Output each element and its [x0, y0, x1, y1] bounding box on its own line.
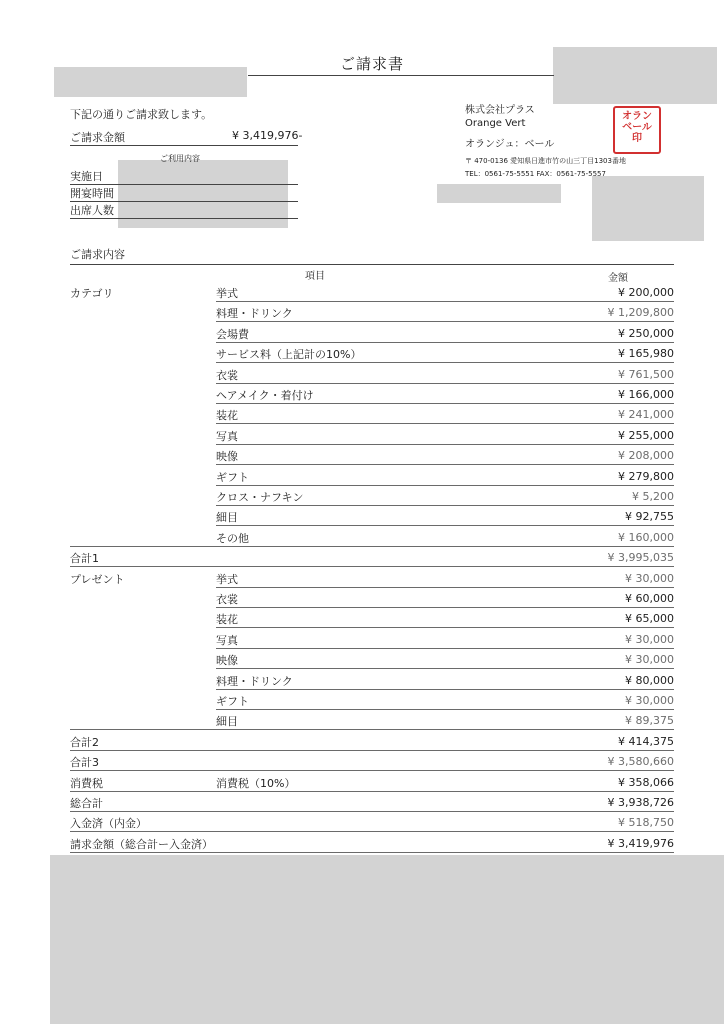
row-group-label: 合計3 — [70, 756, 99, 770]
table-row — [70, 342, 674, 362]
info-row-date — [70, 167, 298, 185]
row-group-label: 合計2 — [70, 735, 99, 749]
row-item-label: その他 — [216, 531, 249, 545]
row-amount: ¥ 3,419,976 — [607, 836, 674, 850]
row-item-label: 料理・ドリンク — [216, 674, 293, 688]
row-amount: ¥ 358,066 — [618, 775, 674, 789]
row-amount: ¥ 65,000 — [625, 612, 674, 626]
row-item-label: 細目 — [216, 715, 238, 729]
table-row — [70, 811, 674, 832]
row-amount: ¥ 414,375 — [618, 734, 674, 748]
row-amount: ¥ 165,980 — [618, 347, 674, 361]
usage-title: ご利用内容 — [160, 154, 200, 163]
table-row — [70, 505, 674, 525]
redacted-block-company-right — [592, 176, 704, 241]
row-amount: ¥ 30,000 — [625, 632, 674, 646]
table-row — [70, 403, 674, 423]
table-row — [70, 424, 674, 444]
row-item-label: 装花 — [216, 409, 238, 423]
row-amount: ¥ 3,580,660 — [607, 755, 674, 769]
redacted-block-top-right — [553, 47, 717, 104]
row-amount: ¥ 208,000 — [618, 449, 674, 463]
row-amount: ¥ 160,000 — [618, 530, 674, 544]
row-item-label: 消費税（10%） — [216, 776, 296, 790]
info-label: 実施日 — [70, 170, 103, 183]
row-item-label: 挙式 — [216, 572, 238, 586]
row-amount: ¥ 1,209,800 — [607, 306, 674, 320]
row-amount: ¥ 92,755 — [625, 510, 674, 524]
request-text: 下記の通りご請求致します。 — [70, 108, 213, 121]
table-row — [70, 771, 674, 792]
table-row — [70, 832, 674, 853]
row-item-label: ギフト — [216, 695, 249, 708]
row-amount: ¥ 5,200 — [632, 490, 674, 503]
table-row — [70, 587, 674, 607]
info-row-time — [70, 184, 298, 202]
row-amount: ¥ 761,500 — [618, 367, 674, 381]
row-item-label: 挙式 — [216, 287, 238, 300]
row-item-label: クロス・ナフキン — [216, 491, 304, 504]
table-row — [70, 465, 674, 485]
row-group-label: 総合計 — [70, 797, 103, 810]
company-tel: TEL：0561-75-5551 FAX：0561-75-5557 — [465, 170, 606, 178]
row-amount: ¥ 80,000 — [625, 673, 674, 687]
table-row — [70, 750, 674, 771]
table-row — [70, 567, 674, 587]
table-row — [70, 648, 674, 668]
row-item-label: 映像 — [216, 450, 238, 464]
table-row — [70, 383, 674, 403]
row-amount: ¥ 250,000 — [618, 326, 674, 340]
section-label: ご請求内容 — [70, 248, 125, 261]
row-amount: ¥ 279,800 — [618, 469, 674, 483]
amount-underline — [70, 145, 298, 146]
row-item-label: 写真 — [216, 633, 238, 647]
table-row — [70, 485, 674, 505]
row-item-label: 衣裳 — [216, 368, 238, 382]
table-row — [70, 689, 674, 709]
row-group-label: プレゼント — [70, 572, 125, 586]
company-brand-en: Orange Vert — [465, 118, 526, 129]
document-title: ご請求書 — [340, 55, 405, 73]
info-label: 出席人数 — [70, 204, 114, 217]
table-row — [70, 322, 674, 342]
row-amount: ¥ 89,375 — [625, 714, 674, 728]
row-amount: ¥ 60,000 — [625, 592, 674, 605]
row-item-label: 細目 — [216, 511, 238, 525]
table-row — [70, 730, 674, 751]
table-row — [70, 526, 674, 547]
redacted-block-bottom — [50, 855, 724, 1024]
row-amount: ¥ 3,938,726 — [607, 796, 674, 809]
table-row — [70, 709, 674, 730]
row-amount: ¥ 255,000 — [618, 428, 674, 442]
row-amount: ¥ 166,000 — [618, 388, 674, 401]
table-row — [70, 301, 674, 321]
table-row — [70, 628, 674, 648]
company-address: 〒 470-0136 愛知県日進市竹の山三丁目1303番地 — [465, 157, 626, 165]
row-amount: ¥ 30,000 — [625, 694, 674, 707]
row-amount: ¥ 3,995,035 — [607, 551, 674, 565]
company-seal-stamp: オラン ベール 印 — [613, 106, 661, 154]
row-item-label: ギフト — [216, 470, 249, 484]
row-item-label: 映像 — [216, 654, 238, 668]
info-label: 開宴時間 — [70, 187, 114, 200]
table-row — [70, 444, 674, 464]
amount-value: ¥ 3,419,976- — [232, 129, 303, 142]
title-underline — [248, 75, 554, 76]
info-row-guests — [70, 201, 298, 219]
row-group-label: 入金済（内金） — [70, 817, 147, 831]
header-line — [70, 264, 674, 265]
row-item-label: 衣裳 — [216, 593, 238, 606]
table-row — [70, 546, 674, 567]
company-name: 株式会社プラス — [465, 105, 535, 116]
amount-label: ご請求金額 — [70, 131, 125, 144]
company-brand-jp: オランジュ：ベール — [465, 139, 555, 150]
row-amount: ¥ 200,000 — [618, 286, 674, 299]
row-item-label: ヘアメイク・着付け — [216, 389, 314, 402]
row-item-label: 写真 — [216, 429, 238, 443]
row-amount: ¥ 30,000 — [625, 653, 674, 667]
row-group-label: 消費税 — [70, 776, 103, 790]
table-row — [70, 669, 674, 689]
column-header-amount: 金額 — [608, 273, 628, 284]
table-row — [70, 791, 674, 812]
row-amount: ¥ 518,750 — [618, 816, 674, 830]
row-amount: ¥ 241,000 — [618, 408, 674, 422]
redacted-block-top-left — [54, 67, 247, 97]
row-item-label: サービス料（上記計の10%） — [216, 348, 362, 362]
row-group-label: 請求金額（総合計ー入金済） — [70, 837, 213, 851]
table-row — [70, 607, 674, 627]
table-row — [70, 363, 674, 383]
row-group-label: カテゴリ — [70, 287, 114, 300]
table-row — [70, 281, 674, 301]
row-item-label: 料理・ドリンク — [216, 307, 293, 321]
column-header-item: 項目 — [305, 271, 325, 282]
row-group-label: 合計1 — [70, 552, 99, 566]
row-amount: ¥ 30,000 — [625, 571, 674, 585]
row-item-label: 装花 — [216, 613, 238, 627]
row-item-label: 会場費 — [216, 327, 249, 341]
redacted-block-company-mid — [437, 184, 561, 203]
